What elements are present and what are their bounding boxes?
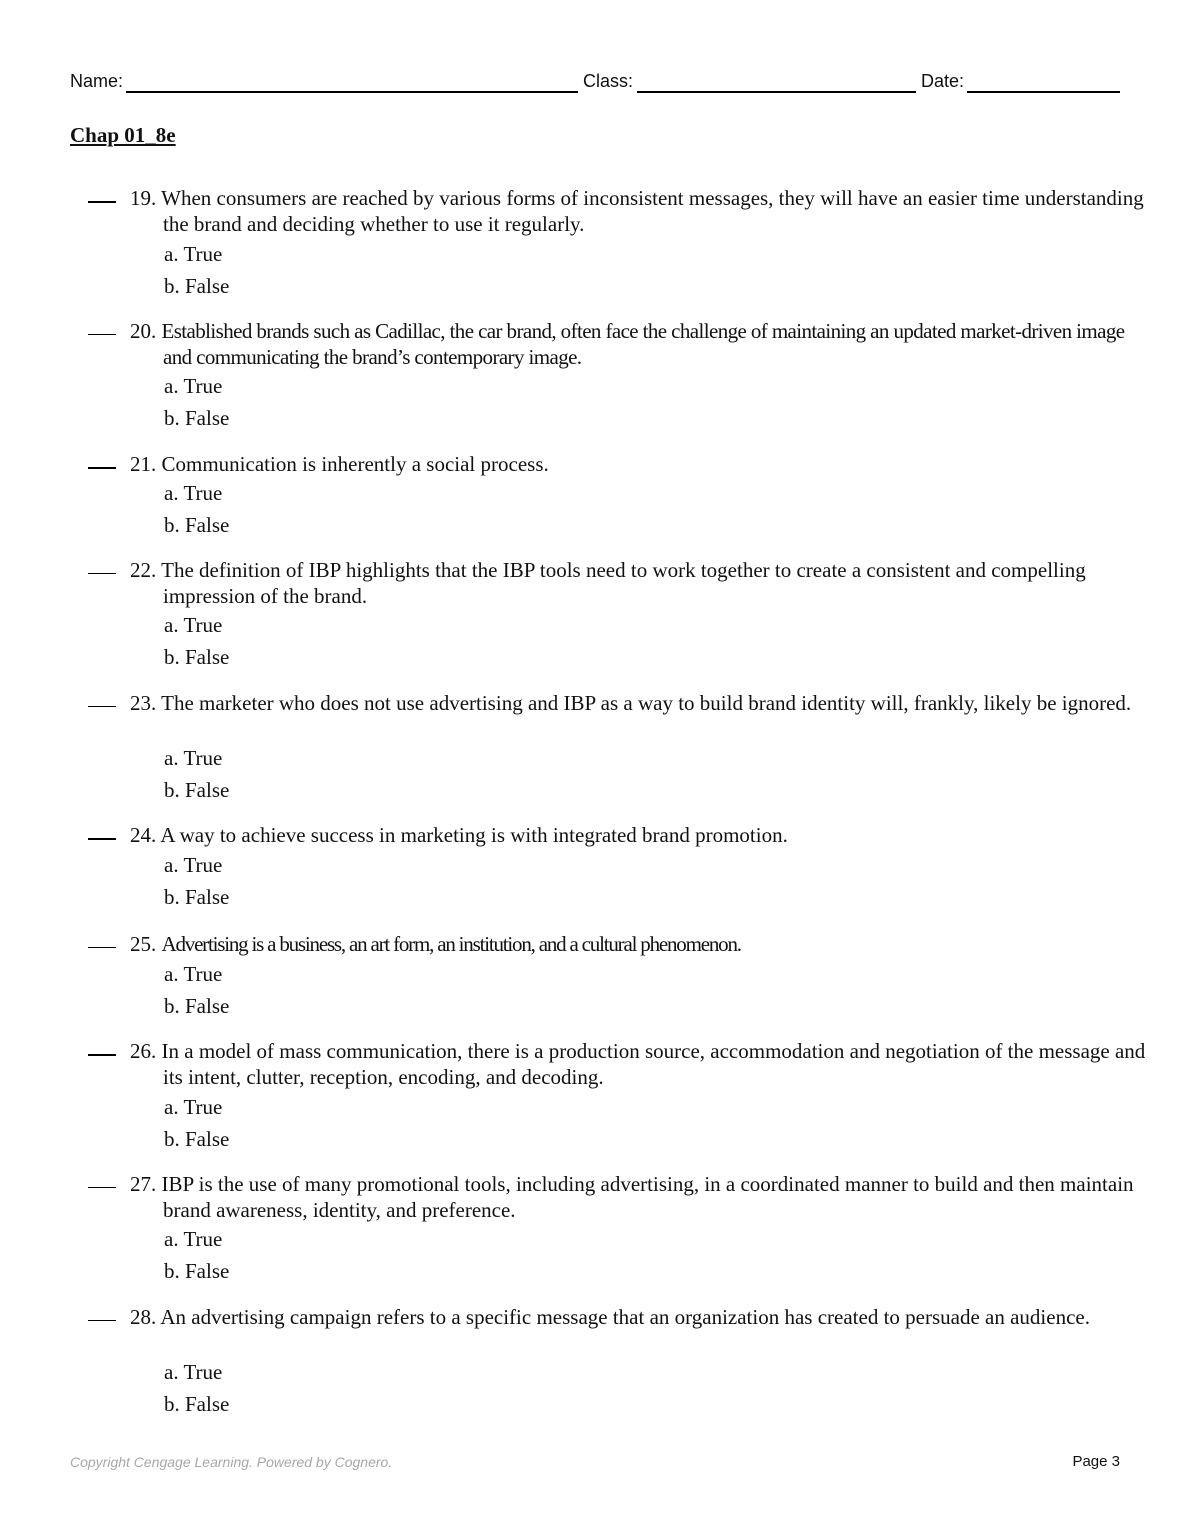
question-stem <box>130 822 1148 848</box>
name-field-line[interactable] <box>126 91 578 93</box>
question-number: 20. <box>130 319 157 343</box>
question-stem <box>130 557 1148 609</box>
question-text: A way to achieve success in marketing is with integrated brand promotion. <box>160 823 788 847</box>
question-stem <box>130 185 1148 237</box>
option-true[interactable]: a. True <box>164 242 223 266</box>
option-false[interactable]: b. False <box>164 1127 230 1151</box>
answer-blank[interactable] <box>88 1320 116 1321</box>
option-true[interactable]: a. True <box>164 746 223 770</box>
answer-blank[interactable] <box>88 706 116 707</box>
chapter-title: Chap 01_8e <box>70 123 176 147</box>
answer-blank[interactable] <box>88 947 116 948</box>
option-true[interactable]: a. True <box>164 1227 223 1251</box>
question-text: Established brands such as Cadillac, the car brand, often face the challenge of maintaining an updated market-driven image and communicating the brand’s contemporary image. <box>161 319 1125 369</box>
class-label: Class: <box>583 71 634 91</box>
question-stem <box>130 931 1148 957</box>
option-true[interactable]: a. True <box>164 1095 223 1119</box>
question-stem <box>130 1171 1148 1223</box>
option-false[interactable]: b. False <box>164 513 230 537</box>
student-info-header <box>70 70 1120 96</box>
option-true[interactable]: a. True <box>164 613 223 637</box>
answer-blank[interactable] <box>88 334 116 335</box>
question-number: 26. <box>130 1039 157 1063</box>
question-number: 22. <box>130 558 157 582</box>
option-false[interactable]: b. False <box>164 274 230 298</box>
question-text: An advertising campaign refers to a specific message that an organization has created to persuade an audience. <box>160 1305 1090 1329</box>
question-number: 23. <box>130 691 157 715</box>
option-false[interactable]: b. False <box>164 645 230 669</box>
option-true[interactable]: a. True <box>164 962 223 986</box>
option-true[interactable]: a. True <box>164 853 223 877</box>
question-stem <box>130 1038 1148 1090</box>
option-false[interactable]: b. False <box>164 778 230 802</box>
question-number: 28. <box>130 1305 157 1329</box>
option-false[interactable]: b. False <box>164 885 230 909</box>
option-false[interactable]: b. False <box>164 406 230 430</box>
answer-blank[interactable] <box>88 1054 116 1056</box>
answer-blank[interactable] <box>88 573 116 574</box>
option-false[interactable]: b. False <box>164 1259 230 1283</box>
name-label: Name: <box>70 71 124 91</box>
question-number: 24. <box>130 823 157 847</box>
question-number: 21. <box>130 452 157 476</box>
answer-blank[interactable] <box>88 467 116 469</box>
question-text: The marketer who does not use advertising and IBP as a way to build brand identity will, frankly, likely be ignored. <box>161 691 1132 715</box>
question-stem <box>130 451 1148 477</box>
question-number: 27. <box>130 1172 157 1196</box>
answer-blank[interactable] <box>88 1187 116 1188</box>
copyright-footer: Copyright Cengage Learning. Powered by Cognero. <box>70 1454 393 1470</box>
question-stem <box>130 318 1148 370</box>
date-field-line[interactable] <box>967 91 1120 93</box>
option-false[interactable]: b. False <box>164 1392 230 1416</box>
question-text: IBP is the use of many promotional tools, including advertising, in a coordinated manner to build and then maintain brand awareness, identity, and preference. <box>161 1172 1134 1222</box>
option-true[interactable]: a. True <box>164 374 223 398</box>
answer-blank[interactable] <box>88 838 116 840</box>
answer-blank[interactable] <box>88 201 116 203</box>
question-text: Communication is inherently a social process. <box>161 452 549 476</box>
question-stem <box>130 1304 1148 1330</box>
question-text: The definition of IBP highlights that the IBP tools need to work together to create a consistent and compelling impression of the brand. <box>161 558 1086 608</box>
question-text: In a model of mass communication, there is a production source, accommodation and negotiation of the message and its intent, clutter, reception, encoding, and decoding. <box>161 1039 1146 1089</box>
option-true[interactable]: a. True <box>164 481 223 505</box>
question-text: Advertising is a business, an art form, an institution, and a cultural phenomenon. <box>161 932 741 956</box>
date-label: Date: <box>921 71 965 91</box>
option-false[interactable]: b. False <box>164 994 230 1018</box>
question-stem <box>130 690 1148 716</box>
class-field-line[interactable] <box>637 91 916 93</box>
option-true[interactable]: a. True <box>164 1360 223 1384</box>
page-number: Page 3 <box>1072 1453 1120 1470</box>
question-text: When consumers are reached by various forms of inconsistent messages, they will have an easier time understanding the brand and deciding whether to use it regularly. <box>161 186 1144 236</box>
question-number: 19. <box>130 186 157 210</box>
question-number: 25. <box>130 932 157 956</box>
